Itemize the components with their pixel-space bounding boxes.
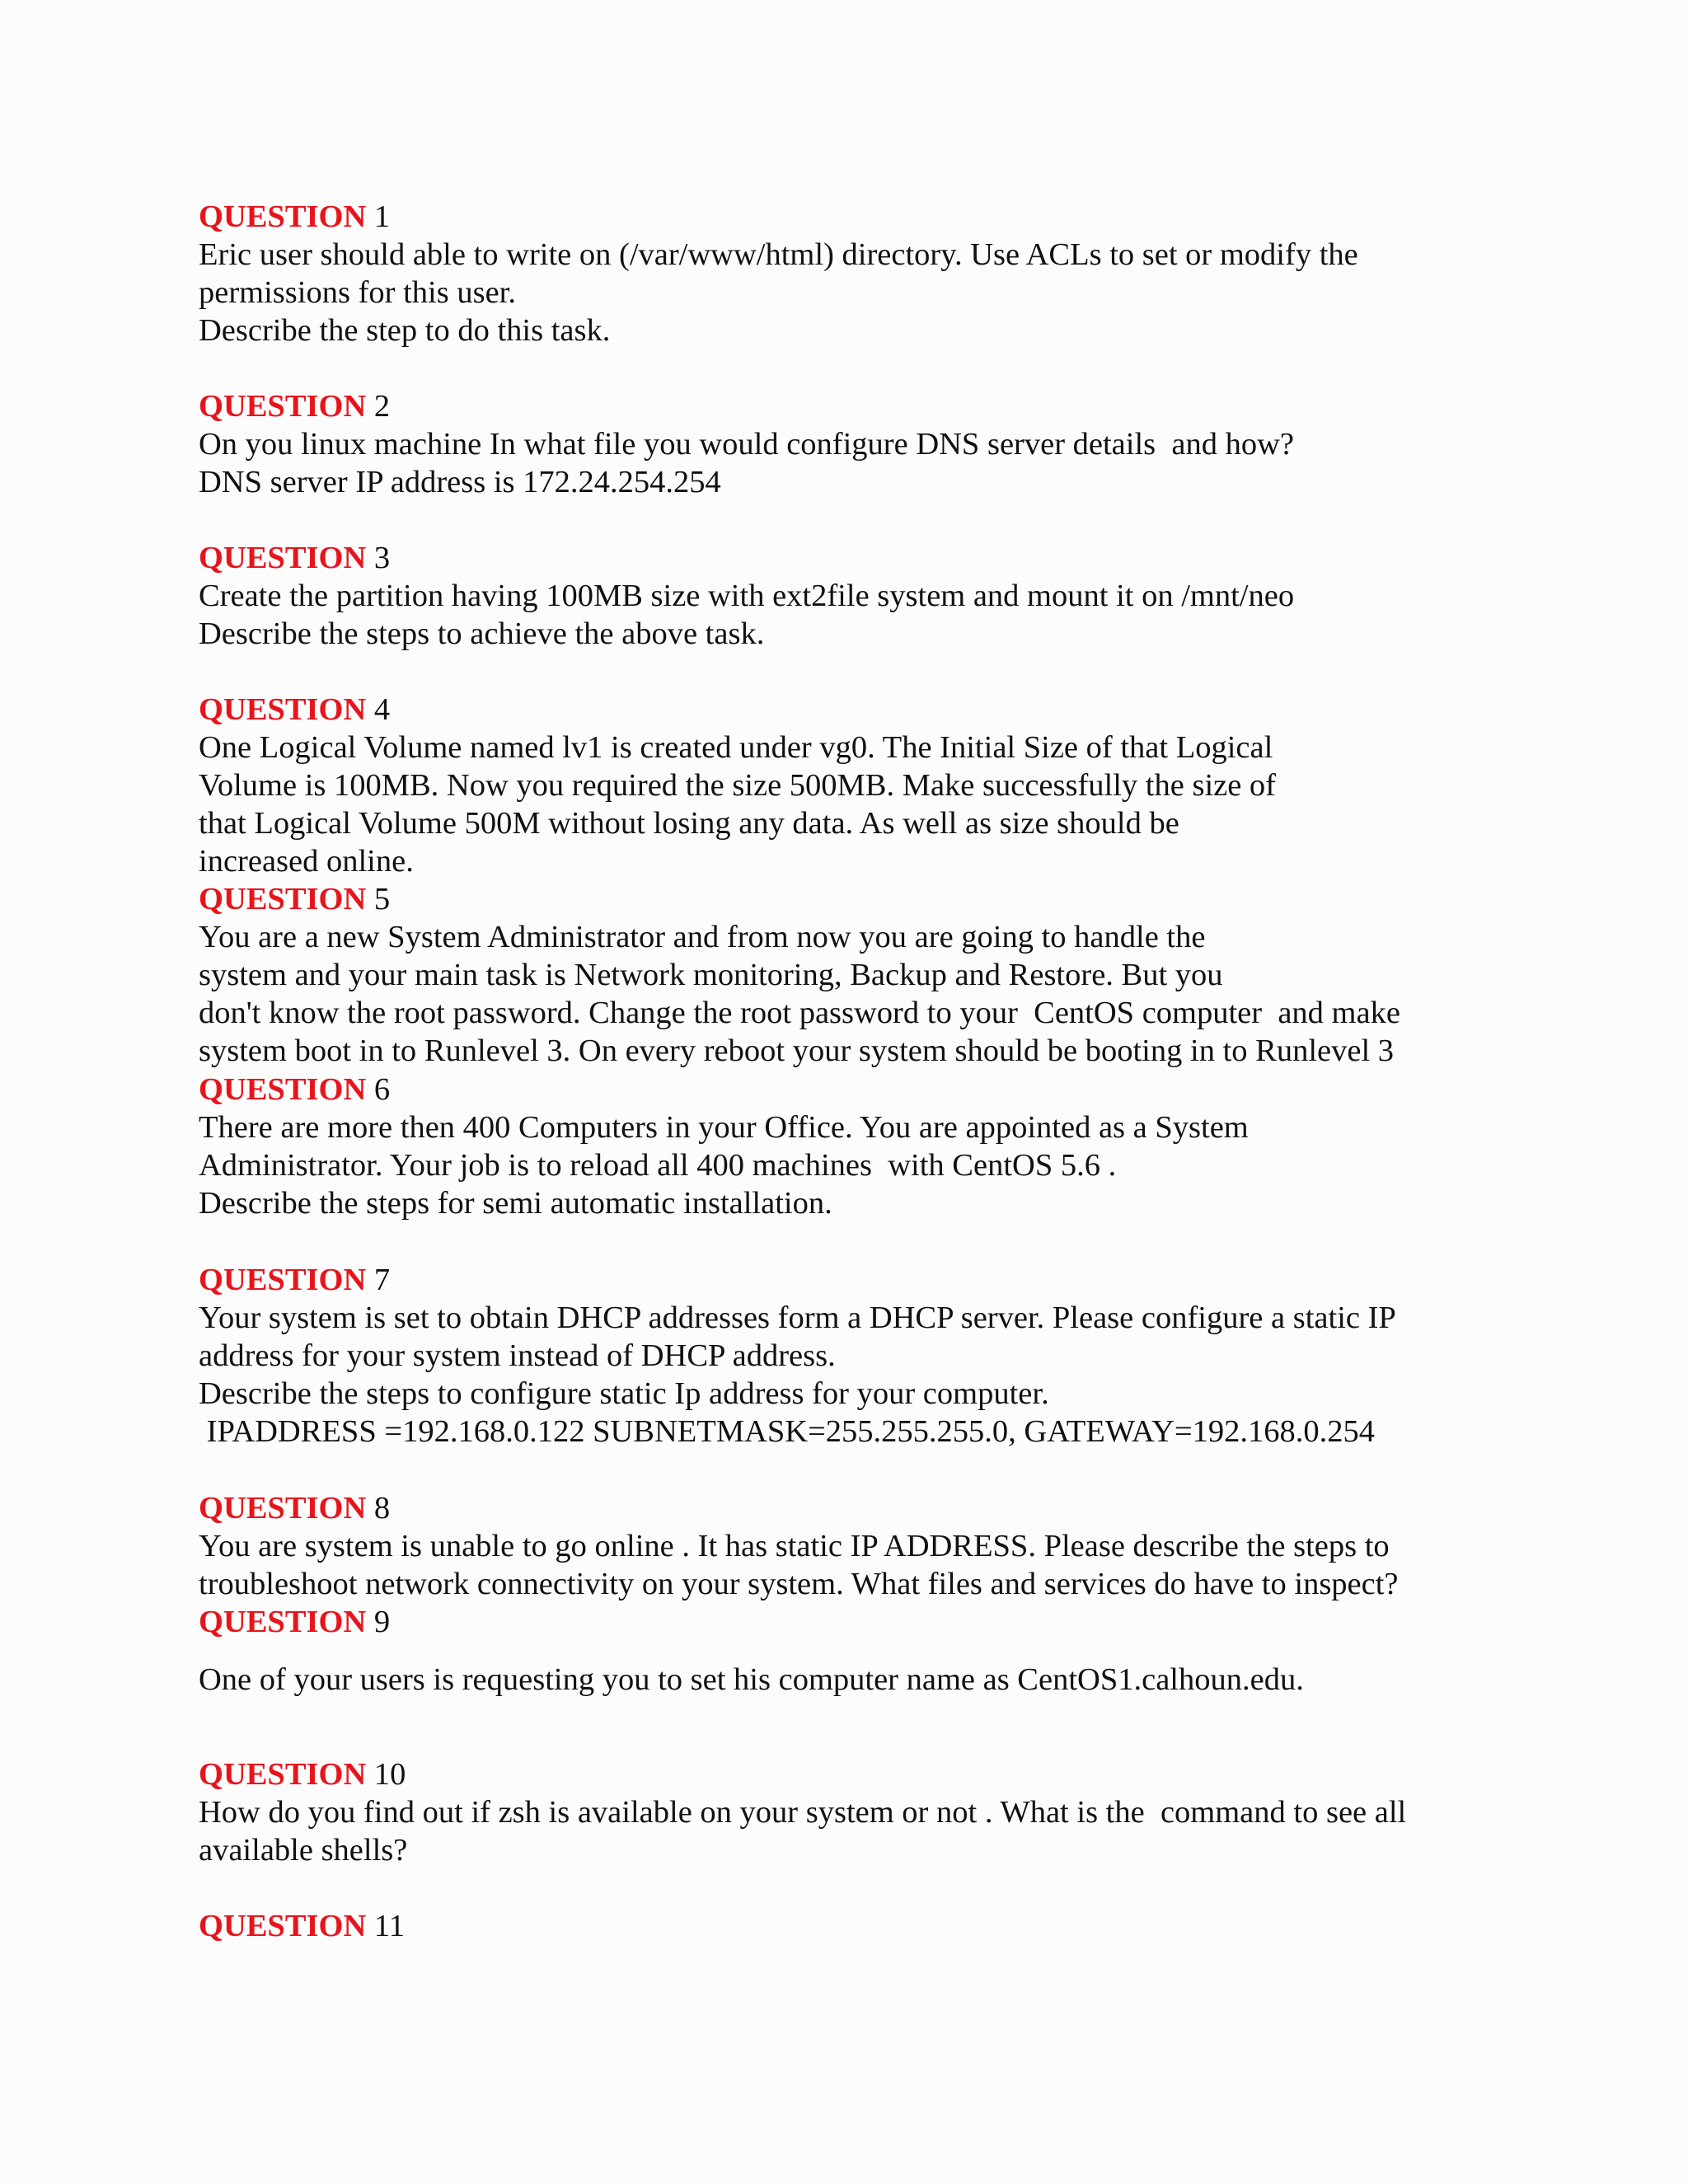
question-text-line: Create the partition having 100MB size with ext2file system and mount it on /mnt/neo: [199, 579, 1295, 613]
question-text-line: You are system is unable to go online . It has static IP ADDRESS. Please describe the steps to: [199, 1529, 1390, 1563]
question-text-line: Describe the steps for semi automatic installation.: [199, 1186, 832, 1221]
question-text-line: You are a new System Administrator and from now you are going to handle the: [199, 920, 1206, 954]
question-label: QUESTION: [199, 692, 367, 727]
question-label: QUESTION: [199, 1491, 367, 1526]
question-label: QUESTION: [199, 1757, 367, 1792]
question-text-line: don't know the root password. Change the root password to your CentOS computer and make: [199, 996, 1400, 1030]
question-heading: [199, 539, 390, 577]
question-heading: [199, 691, 390, 729]
question-text-line: system and your main task is Network monitoring, Backup and Restore. But you: [199, 958, 1223, 992]
question-number: 6: [373, 1072, 391, 1107]
question-heading: [199, 880, 390, 918]
question-text-line: Describe the steps to achieve the above task.: [199, 616, 765, 651]
question-text-line: Describe the steps to configure static Ip address for your computer.: [199, 1376, 1049, 1411]
question-heading: [199, 1603, 390, 1641]
question-label: QUESTION: [199, 1909, 367, 1943]
question-text-line: There are more then 400 Computers in your Office. You are appointed as a System: [199, 1110, 1249, 1145]
question-number: 4: [373, 692, 391, 727]
question-label: QUESTION: [199, 389, 367, 424]
question-text-line: How do you find out if zsh is available on your system or not . What is the command to see all: [199, 1795, 1407, 1830]
question-heading: [199, 1071, 390, 1108]
question-text-line: increased online.: [199, 844, 414, 879]
question-number: 10: [373, 1757, 406, 1792]
question-number: 5: [373, 882, 391, 916]
question-text-line: IPADDRESS =192.168.0.122 SUBNETMASK=255.255.255.0, GATEWAY=192.168.0.254: [199, 1414, 1376, 1449]
question-text-line: Volume is 100MB. Now you required the size 500MB. Make successfully the size of: [199, 768, 1277, 803]
question-heading: [199, 198, 390, 236]
question-text-line: One Logical Volume named lv1 is created under vg0. The Initial Size of that Logical: [199, 730, 1273, 765]
question-text-line: Eric user should able to write on (/var/www/html) directory. Use ACLs to set or modify the: [199, 237, 1358, 272]
question-number: 1: [373, 199, 391, 234]
question-text-line: One of your users is requesting you to set his computer name as CentOS1.calhoun.edu.: [199, 1662, 1304, 1697]
question-label: QUESTION: [199, 1072, 367, 1107]
question-number: 11: [373, 1909, 405, 1943]
question-label: QUESTION: [199, 199, 367, 234]
question-number: 9: [373, 1605, 391, 1639]
question-text-line: Administrator. Your job is to reload all 400 machines with CentOS 5.6 .: [199, 1148, 1117, 1183]
question-text-line: On you linux machine In what file you would configure DNS server details and how?: [199, 427, 1295, 462]
question-text-line: system boot in to Runlevel 3. On every reboot your system should be booting in to Runlevel 3: [199, 1033, 1395, 1068]
question-number: 3: [373, 541, 391, 575]
question-heading: [199, 1261, 390, 1299]
question-text-line: Describe the step to do this task.: [199, 313, 611, 348]
question-heading: [199, 1907, 405, 1945]
question-number: 7: [373, 1263, 391, 1297]
question-number: 8: [373, 1491, 391, 1526]
question-label: QUESTION: [199, 1605, 367, 1639]
question-heading: [199, 1489, 390, 1527]
question-text-line: DNS server IP address is 172.24.254.254: [199, 465, 721, 499]
question-text-line: available shells?: [199, 1833, 408, 1868]
question-text-line: Your system is set to obtain DHCP addresses form a DHCP server. Please configure a static IP: [199, 1301, 1396, 1335]
question-heading: [199, 387, 390, 425]
question-text-line: troubleshoot network connectivity on your system. What files and services do have to inspect?: [199, 1567, 1399, 1601]
question-text-line: permissions for this user.: [199, 275, 516, 310]
question-number: 2: [373, 389, 391, 424]
question-text-line: that Logical Volume 500M without losing any data. As well as size should be: [199, 806, 1179, 841]
question-text-line: address for your system instead of DHCP address.: [199, 1338, 836, 1373]
question-label: QUESTION: [199, 882, 367, 916]
question-label: QUESTION: [199, 1263, 367, 1297]
question-heading: [199, 1755, 406, 1793]
question-label: QUESTION: [199, 541, 367, 575]
